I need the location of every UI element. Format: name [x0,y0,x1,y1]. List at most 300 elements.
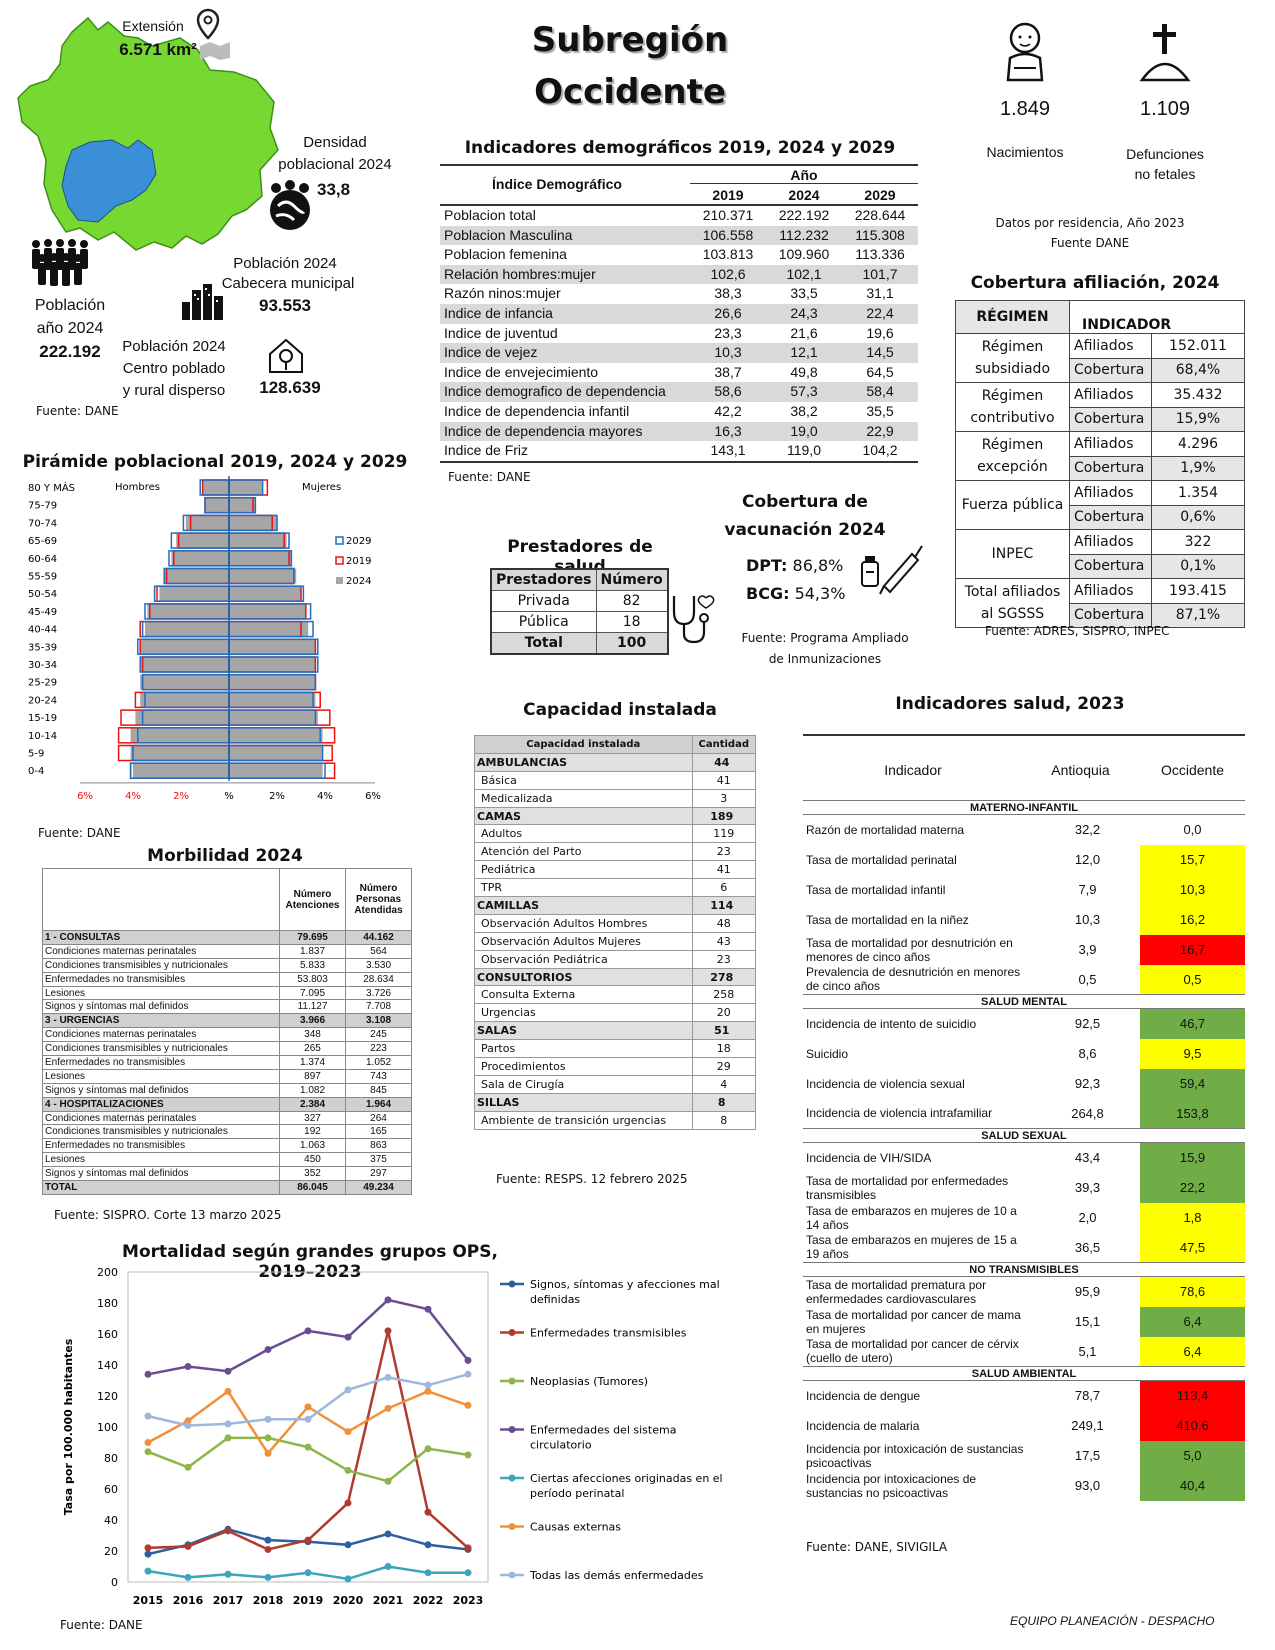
demo-row-value: 35,5 [866,402,894,419]
mortality-point [385,1478,392,1485]
morbilidad-personas: 743 [346,1069,412,1083]
demo-row-value: 33,5 [790,285,818,302]
capacidad-value: 3 [692,789,755,807]
salud-occidente-value: 40,4 [1140,1471,1245,1501]
pyramid-x-tick: 4% [125,790,141,802]
capacidad-row [475,986,756,1004]
map-pin-icon [196,8,232,60]
salud-occidente-value: 6,4 [1140,1337,1245,1367]
afil-value-cobertura: 68,4% [1152,358,1245,383]
afil-label-cobertura: Cobertura [1070,505,1152,530]
population-label [20,294,120,340]
salud-antioquia-value: 78,7 [1074,1388,1101,1404]
demo-row-value: 104,2 [862,442,898,459]
vac-dpt-value: 86,8% [792,556,844,575]
mortality-point [345,1499,352,1506]
demo-year-1: 2024 [788,187,820,203]
mortality-y-axis-label: Tasa por 100.000 habitantes [62,1338,75,1516]
rural-label [118,336,230,402]
capacidad-value: 41 [692,771,755,789]
capacidad-row [475,932,756,950]
salud-row [803,1099,1245,1129]
mortality-point [225,1527,232,1534]
afil-row-afiliados [956,334,1245,359]
afil-value-afiliados: 322 [1152,530,1245,555]
density-people-globe-icon [262,176,318,232]
vac-dpt [746,556,843,575]
salud-indicator-label: Suicidio [806,1046,849,1061]
prestadores-h2: Número [596,569,668,591]
pyramid-bar-female-2024 [229,728,323,743]
morbilidad-label: Condiciones transmisibles y nutricionales [43,958,280,972]
capacidad-label: Adultos [475,825,693,843]
mortality-y-tick: 20 [104,1545,118,1558]
mortality-point [225,1388,232,1395]
mortality-point [425,1445,432,1452]
afil-label-afiliados: Afiliados [1070,481,1152,506]
salud-section-row [803,1367,1245,1381]
salud-occidente-value: 1,8 [1140,1203,1245,1233]
mortality-y-tick: 60 [104,1483,118,1496]
salud-section-title: MATERNO-INFANTIL [803,801,1245,815]
morbilidad-atenciones: 265 [280,1042,346,1056]
morbilidad-source: Fuente: SISPRO. Corte 13 marzo 2025 [54,1208,282,1222]
demo-row-value: 19,6 [866,324,894,341]
capacidad-label: CAMAS [475,807,693,825]
mortality-point [305,1403,312,1410]
salud-antioquia-value: 43,4 [1074,1150,1101,1166]
demo-row-value: 58,6 [690,382,766,402]
density-value: 33,8 [317,180,351,199]
capacidad-value: 278 [692,968,755,986]
mortality-point [385,1296,392,1303]
demo-row-label: Poblacion total [444,207,536,223]
mortality-point [185,1363,192,1370]
afil-group-name-line1: Régimen [981,388,1044,404]
demo-col-year: Año [690,167,918,184]
morbilidad-h1: Número Atenciones [280,869,346,931]
capacidad-label: Sala de Cirugía [475,1075,693,1093]
demo-row-value: 143,1 [710,442,746,459]
salud-indicator-label: Tasa de mortalidad prematura por enfermedades cardiovasculares [806,1277,987,1306]
mortality-legend-marker [509,1426,516,1433]
afil-label-cobertura: Cobertura [1070,456,1152,481]
afil-label-cobertura: Cobertura [1070,407,1152,432]
vac-bcg-label: BCG: [746,584,790,603]
salud-row [803,1069,1245,1099]
morbilidad-row [43,1083,412,1097]
capacidad-label: Observación Adultos Hombres [475,914,693,932]
page-title-line1: Subregión [531,20,729,60]
capacidad-label: CONSULTORIOS [475,968,693,986]
pyramid-title: Pirámide poblacional 2019, 2024 y 2029 [22,452,408,472]
pyramid-bar-male-2024 [203,480,229,495]
pyramid-x-tick: % [224,790,234,802]
vitals-note [980,213,1200,253]
morbilidad-label: Lesiones [43,1069,280,1083]
morbilidad-label: 4 - HOSPITALIZACIONES [43,1097,280,1111]
salud-indicator-label: Tasa de mortalidad por enfermedades transmisibles [806,1173,1009,1202]
salud-section-title: NO TRANSMISIBLES [803,1263,1245,1277]
mortality-point [145,1551,152,1558]
mortality-point [265,1346,272,1353]
morbilidad-row [43,972,412,986]
afil-col-indicador [1070,301,1245,334]
salud-row [803,1039,1245,1069]
demo-row-value: 103.813 [702,246,754,263]
demo-row-value: 228.644 [854,207,906,223]
salud-antioquia-value: 92,3 [1074,1076,1101,1091]
pyramid-bar-male-2024 [140,657,229,672]
salud-indicator-label: Razón de mortalidad materna [806,822,965,837]
demo-row [440,284,918,304]
salud-row [803,815,1245,845]
demo-row [440,382,918,402]
capacidad-table [474,735,756,1130]
mortality-y-tick: 180 [97,1297,118,1310]
afil-value-afiliados: 193.415 [1152,579,1245,604]
mortality-point [265,1546,272,1553]
demo-row-value: 106.558 [690,226,766,246]
demo-row [440,422,918,442]
capacidad-label: SALAS [475,1022,693,1040]
mortality-y-tick: 120 [97,1390,118,1403]
pyramid-bar-male-2024 [164,569,229,584]
demo-row-value: 113.336 [855,246,905,263]
pyramid-age-label: 60-64 [28,553,58,565]
afil-row-afiliados [956,530,1245,555]
mortality-legend-label-cont: período perinatal [530,1487,625,1500]
morbilidad-category-row [43,1014,412,1028]
morbilidad-atenciones: 450 [280,1153,346,1167]
density-label-line2: poblacional 2024 [278,156,392,173]
capacidad-label: SILLAS [475,1093,693,1111]
afil-group-name-line1: Régimen [981,339,1044,355]
salud-header [803,734,1245,778]
salud-occidente-value: 59,4 [1140,1069,1245,1099]
demo-row-value: 102,1 [766,265,842,285]
pyramid-bar-male-2024 [186,515,229,530]
morbilidad-row [43,1069,412,1083]
capacidad-value: 20 [692,1004,755,1022]
capacidad-row [475,914,756,932]
cabecera-value: 93.553 [259,296,311,315]
salud-indicator-label: Incidencia de dengue [806,1388,921,1403]
afil-group-name [956,579,1070,628]
capacidad-value: 23 [692,950,755,968]
salud-antioquia-value: 12,0 [1074,852,1101,867]
salud-row [803,875,1245,905]
pyramid-women-label: Mujeres [302,482,342,493]
salud-row [803,1143,1245,1173]
salud-occidente-value: 410,6 [1140,1411,1245,1441]
mortality-point [265,1434,272,1441]
salud-occidente-value: 9,5 [1140,1039,1245,1069]
salud-row [803,1471,1245,1501]
capacidad-value: 29 [692,1058,755,1076]
capacidad-value: 6 [692,879,755,897]
demo-row-value: 101,7 [842,265,918,285]
morbilidad-label: Enfermedades no transmisibles [43,1139,280,1153]
demo-row-label: Indice de juventud [444,324,558,341]
salud-indicator-label: Tasa de mortalidad perinatal [806,852,957,867]
mortality-point [145,1413,152,1420]
pyramid-source: Fuente: DANE [38,826,121,840]
pyramid-legend-swatch [336,577,343,584]
demo-row-value: 109.960 [778,246,830,263]
afil-group-name [956,334,1070,383]
extension-value: 6.571 km² [119,40,197,59]
morbilidad-personas: 28.634 [346,972,412,986]
pyramid-bar-male-2024 [205,498,229,513]
pyramid-bar-female-2024 [229,763,323,778]
afil-label-afiliados: Afiliados [1070,530,1152,555]
salud-occidente-value: 16,2 [1140,905,1245,935]
afil-label-cobertura: Cobertura [1070,554,1152,579]
salud-antioquia-value: 5,1 [1078,1343,1097,1359]
pyramid-bar-female-2024 [229,675,315,690]
demo-row-value: 16,3 [690,422,766,442]
capacidad-label: Medicalizada [475,789,693,807]
salud-indicator-label: Incidencia por intoxicación de sustancias psicoactivas [806,1441,1024,1470]
capacidad-h2: Cantidad [692,736,755,754]
city-buildings-icon [180,282,226,322]
capacidad-value: 8 [692,1111,755,1129]
salud-section-row [803,1263,1245,1277]
demo-row-value: 112.232 [766,226,842,246]
pyramid-age-label: 30-34 [28,660,58,671]
morbilidad-category-row [43,1181,412,1195]
salud-indicator-label: Tasa de mortalidad por desnutrición en menores de cinco años [806,935,1013,964]
mortality-point [345,1467,352,1474]
salud-occidente-value: 15,9 [1140,1143,1245,1173]
morbilidad-row [43,1125,412,1139]
salud-indicator-label: Prevalencia de desnutrición en menores de cinco años [806,965,1021,994]
pyramid-bar-male-2024 [159,586,229,601]
salud-h3: Occidente [1160,762,1225,778]
pyramid-legend-label: 2029 [346,536,372,547]
capacidad-row [475,843,756,861]
salud-indicator-label: Tasa de embarazos en mujeres de 10 a 14 años [806,1203,1017,1232]
afil-group-name-line2: al SGSSS [980,606,1045,622]
pyramid-age-label: 5-9 [28,748,45,760]
morbilidad-atenciones: 5.833 [280,958,346,972]
morbilidad-atenciones: 7.095 [280,986,346,1000]
demo-table-wrapper [440,164,918,463]
pyramid-bar-male-2024 [140,639,229,654]
capacidad-value: 23 [692,843,755,861]
mortality-point [425,1509,432,1516]
morbilidad-personas: 564 [346,944,412,958]
demo-row-value: 58,4 [842,382,918,402]
capacidad-row [475,825,756,843]
demo-row-value: 49,8 [790,363,818,380]
mortality-x-tick: 2023 [452,1594,484,1607]
mortality-legend-label: Neoplasias (Tumores) [530,1375,649,1388]
mortality-point [345,1575,352,1582]
mortality-point [265,1416,272,1423]
pyramid-x-tick: 4% [317,790,333,802]
demo-row [440,265,918,285]
mortality-x-tick: 2018 [252,1594,284,1607]
morbilidad-personas: 165 [346,1125,412,1139]
salud-antioquia-value: 93,0 [1074,1478,1101,1493]
mortality-legend-label: Signos, síntomas y afecciones mal [530,1278,720,1291]
morbilidad-title: Morbilidad 2024 [147,846,303,866]
morbilidad-personas: 3.530 [346,958,412,972]
capacidad-category-row [475,897,756,915]
mortality-y-tick: 0 [111,1576,118,1589]
salud-antioquia-value: 7,9 [1078,882,1097,897]
capacidad-value: 43 [692,932,755,950]
demo-row-label: Indice de envejecimiento [444,363,599,380]
mortality-point [425,1569,432,1576]
salud-row [803,905,1245,935]
morbilidad-category-row [43,931,412,945]
pyramid-x-tick: 6% [77,790,93,802]
salud-row [803,1381,1245,1411]
morbilidad-row [43,1056,412,1070]
demo-row [440,363,918,383]
mortality-point [385,1327,392,1334]
afil-value-cobertura: 0,6% [1152,505,1245,530]
population-crowd-icon [28,238,92,288]
morbilidad-label: Condiciones maternas perinatales [43,1028,280,1042]
mortality-point [385,1530,392,1537]
capacidad-label: Observación Adultos Mujeres [475,932,693,950]
capacidad-value: 114 [692,897,755,915]
morbilidad-row [43,1167,412,1181]
salud-title: Indicadores salud, 2023 [895,694,1125,714]
pyramid-bar-male-2024 [147,604,229,619]
pyramid-bar-male-2024 [140,692,229,707]
salud-row [803,1233,1245,1263]
morbilidad-label: Condiciones maternas perinatales [43,1111,280,1125]
demo-row-label: Indice de dependencia mayores [440,422,690,442]
mortality-y-tick: 200 [97,1266,118,1279]
morbilidad-h2: Número Personas Atendidas [346,869,412,931]
capacidad-row [475,861,756,879]
demo-row-value: 222.192 [778,207,830,223]
capacidad-row [475,771,756,789]
salud-antioquia-value: 8,6 [1078,1046,1097,1061]
mortality-legend-label: Todas las demás enfermedades [530,1569,704,1582]
grave-cross-icon [1138,20,1192,84]
morbilidad-row [43,944,412,958]
demo-row-label: Indice de dependencia infantil [444,402,630,419]
afil-row-afiliados [956,579,1245,604]
morbilidad-atenciones: 11.127 [280,1000,346,1014]
pyramid-age-label: 65-69 [28,536,58,548]
morbilidad-atenciones: 897 [280,1069,346,1083]
pyramid-age-label: 25-29 [28,677,58,689]
capacidad-value: 4 [692,1075,755,1093]
pyramid-age-label: 15-19 [28,713,58,725]
mortality-point [185,1464,192,1471]
afil-value-cobertura: 1,9% [1152,456,1245,481]
pyramid-bar-female-2024 [229,551,291,566]
demo-row-label: Poblacion femenina [444,246,567,263]
salud-row [803,1173,1245,1203]
afil-title: Cobertura afiliación, 2024 [970,273,1220,293]
mortality-point [305,1537,312,1544]
morbilidad-atenciones: 86.045 [280,1181,346,1195]
mortality-legend-marker [509,1378,516,1385]
capacidad-label: Observación Pediátrica [475,950,693,968]
afil-row-afiliados [956,383,1245,408]
salud-occidente-value: 6,4 [1140,1307,1245,1337]
demo-row-value: 26,6 [690,304,766,324]
demo-col-index: Índice Demográfico [492,176,622,192]
pyramid-age-label: 70-74 [28,518,58,530]
afil-group-name [956,481,1070,530]
salud-occidente-value: 113,4 [1140,1381,1245,1411]
salud-occidente-value: 10,3 [1140,875,1245,905]
salud-section-title: SALUD MENTAL [803,995,1245,1009]
demo-row-value: 115.308 [842,226,918,246]
salud-section-title: SALUD AMBIENTAL [803,1367,1245,1381]
vac-dpt-label: DPT: [746,556,788,575]
salud-row [803,845,1245,875]
vac-source-line2: de Inmunizaciones [768,652,882,666]
density-label [275,132,395,176]
prestadores-total-value: 100 [596,633,668,655]
demo-row-value: 10,3 [690,343,766,363]
pyramid-bar-male-2024 [135,710,229,725]
mortality-y-tick: 160 [97,1328,118,1341]
mortality-x-tick: 2015 [132,1594,164,1607]
capacidad-row [475,1111,756,1129]
salud-row [803,1411,1245,1441]
demo-row [440,324,918,344]
vacunacion-title-line1: Cobertura de [742,492,868,512]
capacidad-label: CAMILLAS [475,897,693,915]
salud-antioquia-value: 36,5 [1074,1239,1101,1255]
capacidad-label: Ambiente de transición urgencias [475,1111,693,1129]
mortality-point [425,1541,432,1548]
demo-row-value: 38,2 [790,402,818,419]
salud-row [803,1277,1245,1307]
pyramid-bar-female-2024 [229,498,255,513]
morbilidad-atenciones: 53.803 [280,972,346,986]
capacidad-row [475,1004,756,1022]
mortality-point [345,1541,352,1548]
salud-antioquia-value: 249,1 [1071,1418,1104,1433]
afil-col-indicador-label: INDICADOR [1082,317,1172,333]
mortality-legend-marker [509,1475,516,1482]
afil-group-name-line2: excepción [977,459,1048,475]
afil-group-name [956,530,1070,579]
vac-bcg [746,584,845,603]
mortality-x-tick: 2021 [372,1594,404,1607]
morbilidad-personas: 7.708 [346,1000,412,1014]
demo-row [440,343,918,363]
morbilidad-row [43,1153,412,1167]
mortality-point [225,1434,232,1441]
demo-table [440,206,918,463]
afil-table [955,300,1245,628]
mortality-legend-label-cont: definidas [530,1293,581,1306]
pyramid-bar-female-2024 [229,604,306,619]
capacidad-value: 258 [692,986,755,1004]
mortality-legend-marker [509,1329,516,1336]
mortality-point [145,1371,152,1378]
capacidad-label: Consulta Externa [475,986,693,1004]
prestadores-h1: Prestadores [491,569,596,591]
capacidad-category-row [475,753,756,771]
mortality-legend-label: Causas externas [530,1520,622,1534]
pyramid-bar-male-2024 [171,551,229,566]
